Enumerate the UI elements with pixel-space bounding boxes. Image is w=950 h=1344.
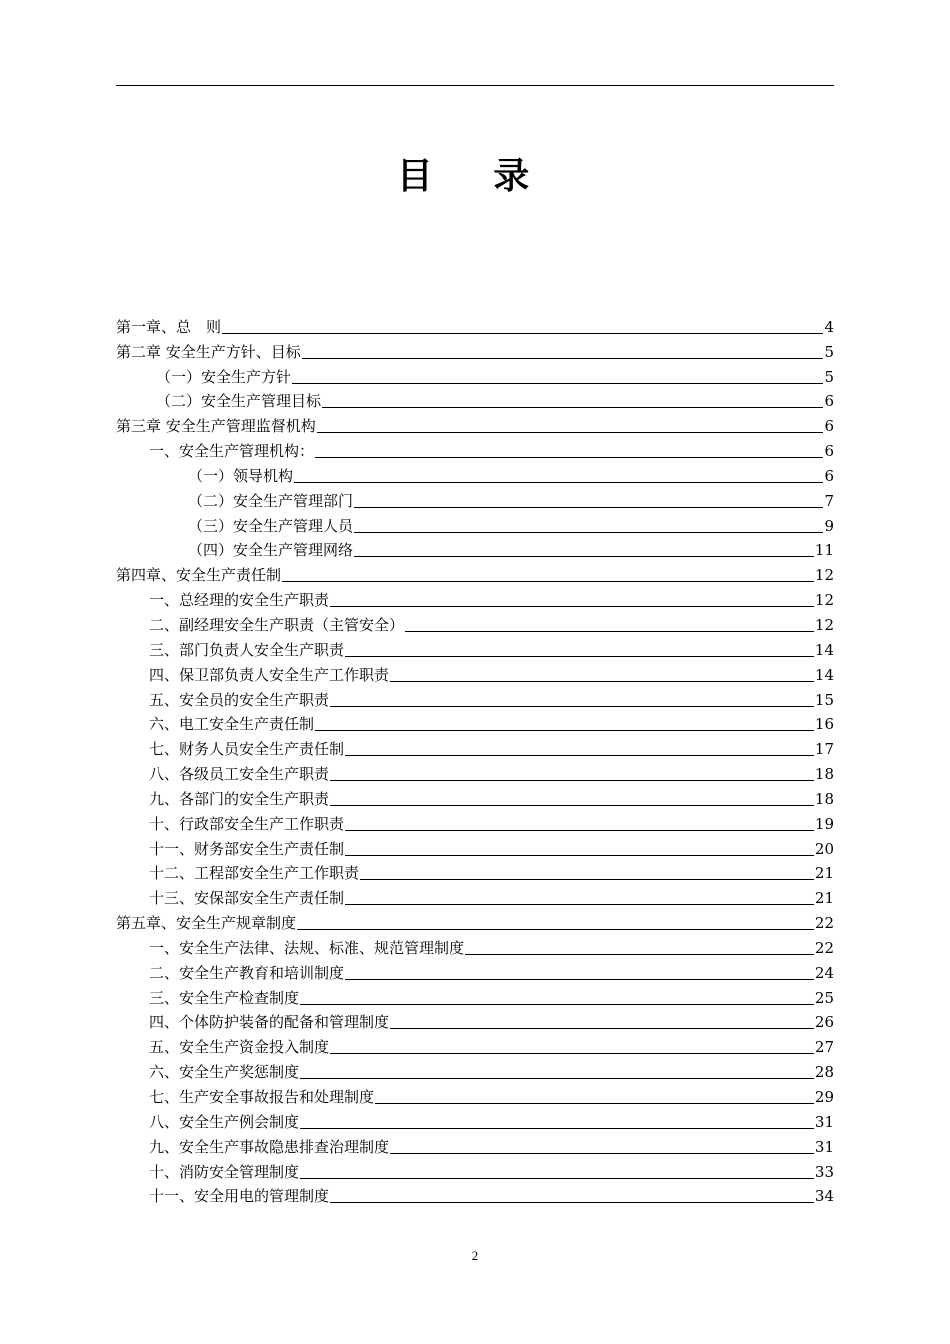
toc-entry-text: （二）安全生产管理部门 [188,491,354,510]
toc-entry[interactable] [116,610,834,635]
toc-leader-line [302,358,824,359]
toc-entry-text: 八、安全生产例会制度 [149,1112,300,1131]
toc-leader-line [465,954,814,955]
toc-leader-line [292,383,823,384]
toc-entry-page: 33 [814,1162,834,1181]
toc-entry-page: 6 [824,466,834,485]
toc-entry-text: 二、副经理安全生产职责（主管安全） [149,615,405,634]
header-rule [116,85,834,86]
toc-entry-text: （一）领导机构 [188,466,294,485]
toc-entry-page: 34 [814,1187,834,1206]
toc-entry-text: 三、安全生产检查制度 [149,988,300,1007]
toc-entry[interactable] [116,1157,834,1182]
toc-entry-text: （三）安全生产管理人员 [188,516,354,535]
toc-leader-line [345,830,814,831]
toc-entry[interactable] [116,1008,834,1033]
toc-entry-text: 第一章、总 则 [116,317,222,336]
toc-entry-page: 7 [824,491,834,510]
toc-entry-page: 18 [814,765,834,784]
toc-leader-line [354,532,823,533]
toc-entry[interactable] [116,461,834,486]
toc-entry[interactable] [116,983,834,1008]
table-of-contents [116,312,834,1206]
toc-entry-page: 25 [814,988,834,1007]
toc-leader-line [330,706,814,707]
toc-entry[interactable] [116,411,834,436]
toc-leader-line [390,1028,814,1029]
toc-entry-text: 十一、财务部安全生产责任制 [149,839,345,858]
toc-leader-line [300,1078,814,1079]
toc-entry-text: 五、安全生产资金投入制度 [149,1038,330,1057]
toc-entry[interactable] [116,883,834,908]
page-number: 2 [471,1248,479,1263]
toc-leader-line [282,581,814,582]
toc-entry[interactable] [116,1182,834,1207]
toc-entry-page: 22 [814,914,834,933]
toc-entry[interactable] [116,1032,834,1057]
toc-leader-line [315,730,814,731]
toc-entry-page: 27 [814,1038,834,1057]
toc-leader-line [330,606,814,607]
toc-leader-line [330,1053,814,1054]
toc-entry[interactable] [116,1082,834,1107]
toc-leader-line [315,457,823,458]
toc-leader-line [390,1153,814,1154]
toc-entry-page: 31 [814,1112,834,1131]
toc-entry-text: 十一、安全用电的管理制度 [149,1187,330,1206]
toc-leader-line [300,1004,814,1005]
toc-entry-page: 26 [814,1013,834,1032]
toc-entry[interactable] [116,511,834,536]
toc-entry-page: 20 [814,839,834,858]
toc-entry-page: 4 [824,317,834,336]
toc-leader-line [345,904,814,905]
toc-entry-page: 21 [814,864,834,883]
toc-leader-line [345,979,814,980]
toc-entry-page: 6 [824,442,834,461]
toc-entry-text: （二）安全生产管理目标 [156,392,322,411]
toc-entry-text: 七、财务人员安全生产责任制 [149,740,345,759]
toc-leader-line [322,407,823,408]
toc-entry-page: 19 [814,814,834,833]
toc-entry[interactable] [116,660,834,685]
toc-entry[interactable] [116,784,834,809]
toc-entry-text: 第四章、安全生产责任制 [116,566,282,585]
toc-entry-text: 九、各部门的安全生产职责 [149,789,330,808]
toc-leader-line [345,656,814,657]
toc-entry-page: 24 [814,963,834,982]
toc-entry[interactable] [116,859,834,884]
toc-entry-page: 6 [824,417,834,436]
toc-entry-text: （四）安全生产管理网络 [188,541,354,560]
toc-entry-text: 第五章、安全生产规章制度 [116,914,297,933]
toc-entry-text: 四、保卫部负责人安全生产工作职责 [149,665,390,684]
toc-entry[interactable] [116,759,834,784]
toc-entry-page: 21 [814,889,834,908]
toc-entry-page: 16 [814,715,834,734]
toc-entry[interactable] [116,337,834,362]
toc-entry[interactable] [116,436,834,461]
toc-entry[interactable] [116,560,834,585]
toc-entry-page: 5 [824,342,834,361]
toc-entry-text: 一、安全生产法律、法规、标准、规范管理制度 [149,938,465,957]
toc-leader-line [405,631,814,632]
toc-leader-line [317,432,824,433]
toc-entry-text: 四、个体防护装备的配备和管理制度 [149,1013,390,1032]
toc-entry[interactable] [116,635,834,660]
toc-entry[interactable] [116,585,834,610]
toc-entry-page: 12 [814,566,834,585]
toc-leader-line [354,507,823,508]
toc-leader-line [390,681,814,682]
toc-leader-line [222,333,823,334]
toc-entry[interactable] [116,734,834,759]
toc-entry[interactable] [116,387,834,412]
toc-entry[interactable] [116,834,834,859]
toc-entry-page: 14 [814,640,834,659]
toc-entry-text: 第三章 安全生产管理监督机构 [116,417,316,436]
toc-entry[interactable] [116,908,834,933]
toc-entry-text: 十、行政部安全生产工作职责 [149,814,345,833]
toc-entry-text: 三、部门负责人安全生产职责 [149,640,345,659]
toc-leader-line [330,1202,814,1203]
toc-entry-text: 第二章 安全生产方针、目标 [116,342,301,361]
toc-entry-page: 12 [814,615,834,634]
toc-entry[interactable] [116,536,834,561]
toc-entry-text: 六、电工安全生产责任制 [149,715,315,734]
toc-entry-page: 18 [814,789,834,808]
toc-entry[interactable] [116,362,834,387]
toc-leader-line [360,879,814,880]
toc-entry[interactable] [116,710,834,735]
toc-entry-page: 9 [824,516,834,535]
toc-entry-text: 十二、工程部安全生产工作职责 [149,864,360,883]
toc-entry-page: 6 [824,392,834,411]
toc-entry[interactable] [116,933,834,958]
toc-entry[interactable] [116,685,834,710]
toc-leader-line [294,482,823,483]
toc-leader-line [345,755,814,756]
toc-entry-text: 十三、安保部安全生产责任制 [149,889,345,908]
toc-leader-line [375,1103,814,1104]
page-title: 目 录 [396,156,554,197]
toc-entry-text: 六、安全生产奖惩制度 [149,1063,300,1082]
toc-entry-page: 28 [814,1063,834,1082]
toc-entry-text: （一）安全生产方针 [156,367,292,386]
toc-entry-text: 八、各级员工安全生产职责 [149,765,330,784]
toc-leader-line [330,780,814,781]
toc-entry[interactable] [116,809,834,834]
toc-entry[interactable] [116,486,834,511]
toc-entry-text: 一、安全生产管理机构： [149,442,315,461]
toc-leader-line [345,855,814,856]
toc-leader-line [330,805,814,806]
toc-entry-page: 22 [814,938,834,957]
toc-entry-page: 15 [814,690,834,709]
toc-entry[interactable] [116,1057,834,1082]
toc-entry-text: 九、安全生产事故隐患排查治理制度 [149,1137,390,1156]
toc-leader-line [300,1128,814,1129]
toc-entry-page: 31 [814,1137,834,1156]
toc-leader-line [297,929,814,930]
toc-entry-page: 5 [824,367,834,386]
toc-entry-text: 七、生产安全事故报告和处理制度 [149,1088,375,1106]
toc-entry[interactable] [116,958,834,983]
toc-entry-page: 11 [814,541,834,560]
toc-entry-text: 二、安全生产教育和培训制度 [149,963,345,982]
toc-entry-page: 17 [814,740,834,759]
toc-entry-text: 十、消防安全管理制度 [149,1162,300,1181]
toc-entry-page: 12 [814,591,834,610]
toc-entry[interactable] [116,1107,834,1132]
toc-leader-line [354,556,814,557]
toc-leader-line [300,1178,814,1179]
toc-entry-text: 五、安全员的安全生产职责 [149,690,330,709]
toc-entry-text: 一、总经理的安全生产职责 [149,591,330,610]
toc-entry-page: 29 [814,1088,834,1106]
toc-entry-page: 14 [814,665,834,684]
toc-entry[interactable] [116,312,834,337]
toc-entry[interactable] [116,1132,834,1157]
